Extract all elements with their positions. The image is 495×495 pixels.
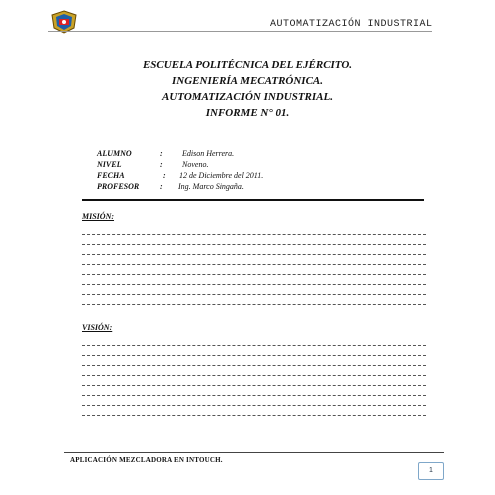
dashed-line [82,345,426,347]
dashed-line [82,415,426,417]
school-title: ESCUELA POLITÉCNICA DEL EJÉRCITO. [142,59,353,71]
dashed-line [82,274,426,276]
info-label: NIVEL [97,160,122,169]
dashed-line [82,234,426,236]
info-value: Ing. Marco Singaña. [178,182,244,191]
dashed-line [82,395,426,397]
dashed-line [82,294,426,296]
mision-lines [82,234,426,314]
info-value: Noveno. [182,160,209,169]
footer-text: APLICACIÓN MEZCLADORA EN INTOUCH. [70,456,223,464]
dashed-line [82,254,426,256]
footer-divider [64,452,444,453]
info-label: ALUMNO [97,149,132,158]
info-value: 12 de Diciembre del 2011. [179,171,264,180]
dashed-line [82,355,426,357]
mision-label: MISIÓN: [82,212,115,221]
header-divider [48,31,432,32]
dashed-line [82,304,426,306]
report-title: INFORME N° 01. [205,107,290,119]
info-colon: : [160,160,163,169]
info-label: FECHA [97,171,125,180]
vision-lines [82,345,426,425]
dashed-line [82,375,426,377]
header-title: AUTOMATIZACIÓN INDUSTRIAL [270,19,433,30]
dashed-line [82,264,426,266]
dashed-line [82,385,426,387]
dashed-line [82,405,426,407]
dashed-line [82,244,426,246]
page-number: 1 [418,462,444,480]
dashed-line [82,284,426,286]
course-title: AUTOMATIZACIÓN INDUSTRIAL. [162,91,333,103]
document-titles [0,57,495,121]
info-colon: : [160,149,163,158]
info-divider [82,199,424,201]
info-label: PROFESOR [97,182,140,191]
info-colon: : [160,182,163,191]
program-title: INGENIERÍA MECATRÓNICA. [172,75,323,87]
vision-label: VISIÓN: [82,323,113,332]
info-value: Edison Herrera. [182,149,235,158]
info-colon: : [163,171,166,180]
dashed-line [82,365,426,367]
